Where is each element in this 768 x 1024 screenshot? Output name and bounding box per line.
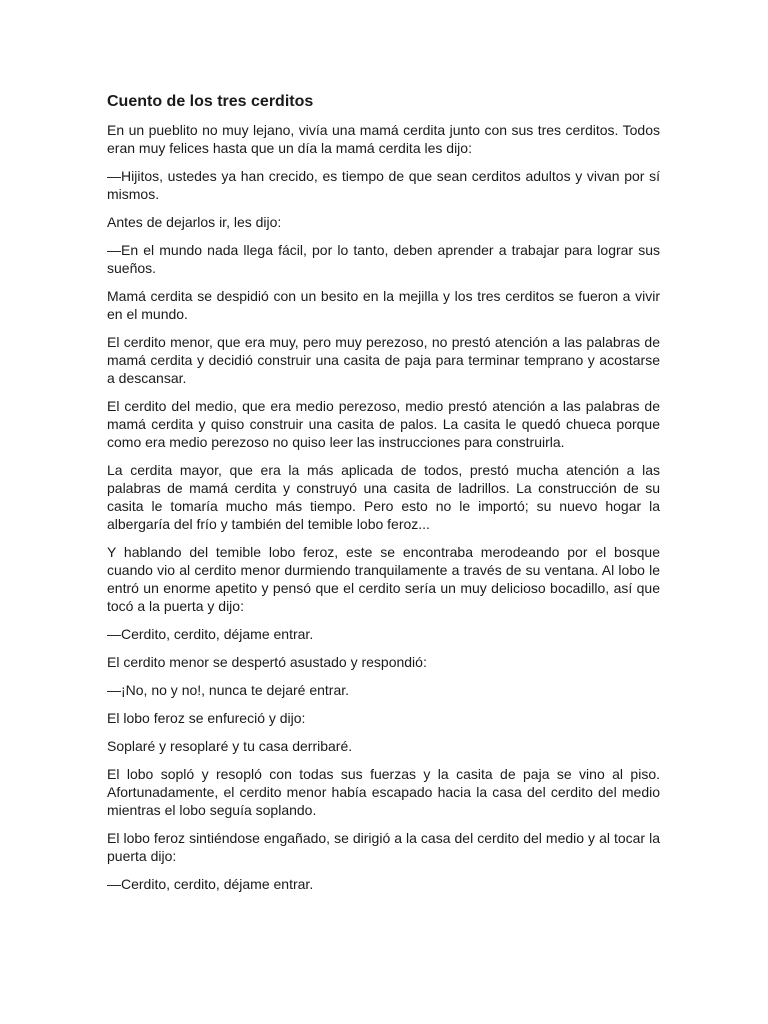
paragraph: La cerdita mayor, que era la más aplicada de todos, prestó mucha atención a las palabras de mamá cerdita y construyó una casita de ladrillos. La construcción de su casita le tomaría mucho más tiempo. Pero esto no le importó; su nuevo hogar la albergaría del frío y también del temible lobo feroz...	[107, 462, 660, 532]
paragraph: El lobo feroz sintiéndose engañado, se dirigió a la casa del cerdito del medio y al tocar la puerta dijo:	[107, 830, 660, 864]
paragraph: —Cerdito, cerdito, déjame entrar.	[107, 626, 314, 642]
paragraph: El cerdito del medio, que era medio perezoso, medio prestó atención a las palabras de mamá cerdita y quiso construir una casita de palos. La casita le quedó chueca porque como era medio perezoso no quiso leer las instrucciones para construirla.	[107, 398, 660, 450]
paragraph: En un pueblito no muy lejano, vivía una mamá cerdita junto con sus tres cerditos. Todos eran muy felices hasta que un día la mamá cerdita les dijo:	[107, 122, 660, 156]
paragraph: Soplaré y resoplaré y tu casa derribaré.	[107, 738, 353, 754]
document-page	[107, 92, 660, 903]
paragraph: El cerdito menor se despertó asustado y respondió:	[107, 654, 427, 670]
paragraph: Antes de dejarlos ir, les dijo:	[107, 214, 282, 230]
paragraph: —Cerdito, cerdito, déjame entrar.	[107, 876, 314, 892]
paragraph: El lobo sopló y resopló con todas sus fuerzas y la casita de paja se vino al piso. Afortunadamente, el cerdito menor había escapado hacia la casa del cerdito del medio mientras el lobo seguía soplando.	[107, 766, 660, 818]
paragraph: El cerdito menor, que era muy, pero muy perezoso, no prestó atención a las palabras de mamá cerdita y decidió construir una casita de paja para terminar temprano y acostarse a descansar.	[107, 334, 660, 386]
paragraph: —¡No, no y no!, nunca te dejaré entrar.	[107, 682, 350, 698]
paragraph: Mamá cerdita se despidió con un besito en la mejilla y los tres cerditos se fueron a vivir en el mundo.	[107, 288, 660, 322]
story-title: Cuento de los tres cerditos	[107, 93, 314, 110]
paragraph: Y hablando del temible lobo feroz, este se encontraba merodeando por el bosque cuando vio al cerdito menor durmiendo tranquilamente a través de su ventana. Al lobo le entró un enorme apetito y pensó que el cerdito sería un muy delicioso bocadillo, así que tocó a la puerta y dijo:	[107, 544, 660, 614]
paragraph: —En el mundo nada llega fácil, por lo tanto, deben aprender a trabajar para lograr sus sueños.	[107, 242, 660, 276]
paragraph: El lobo feroz se enfureció y dijo:	[107, 710, 306, 726]
paragraph: —Hijitos, ustedes ya han crecido, es tiempo de que sean cerditos adultos y vivan por sí mismos.	[107, 168, 660, 202]
